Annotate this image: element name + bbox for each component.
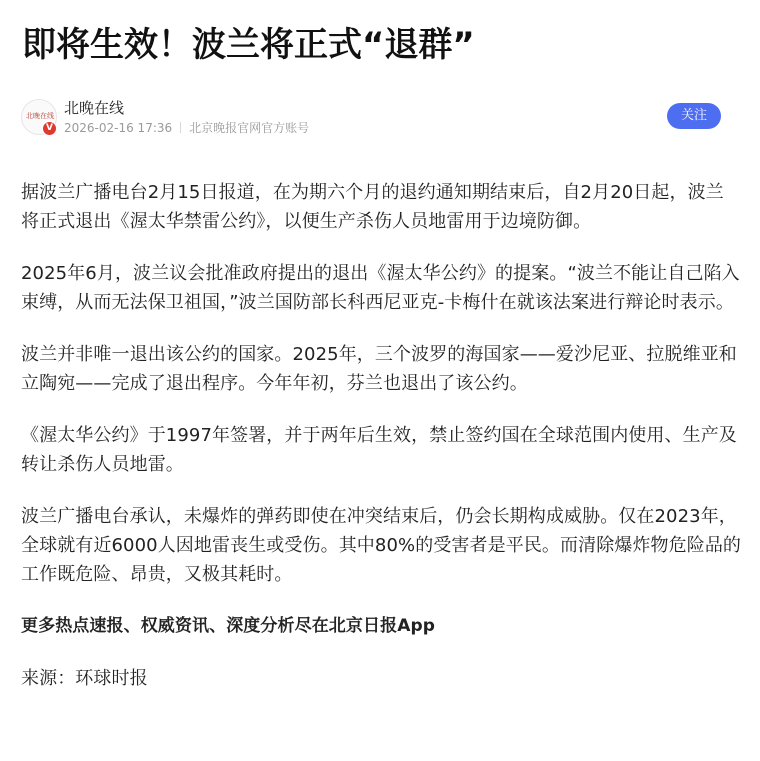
publish-date: 2026-02-16 17:36 <box>64 121 173 135</box>
article-paragraph: 据波兰广播电台2月15日报道，在为期六个月的退约通知期结束后，自2月20日起，波兰将正式退出《渥太华禁雷公约》，以便生产杀伤人员地雷用于边境防御。 <box>21 182 724 232</box>
article-meta <box>64 120 309 136</box>
verified-badge-icon: V <box>42 121 57 136</box>
article-title: 即将生效！波兰将正式“退群” <box>22 25 475 65</box>
avatar-logo: 北晚在线 <box>26 112 54 120</box>
article-paragraph: 《渥太华公约》于1997年签署，并于两年后生效，禁止签约国在全球范围内使用、生产及转让杀伤人员地雷。 <box>21 425 737 475</box>
author-avatar[interactable] <box>21 99 57 135</box>
follow-button[interactable]: 关注 <box>667 103 721 129</box>
article-paragraph: 波兰广播电台承认，未爆炸的弹药即使在冲突结束后，仍会长期构成威胁。仅在2023年，全球就有近6000人因地雷丧生或受伤。其中80%的受害者是平民。而清除爆炸物危险品的工作既危险、昂贵，又极其耗时。 <box>21 506 742 585</box>
source-line: 来源：环球时报 <box>21 668 148 689</box>
meta-divider <box>180 122 181 133</box>
article-paragraph: 2025年6月，波兰议会批准政府提出的退出《渥太华公约》的提案。“波兰不能让自己陷入束缚，从而无法保卫祖国，”波兰国防部长科西尼亚克-卡梅什在就该法案进行辩论时表示。 <box>21 263 740 313</box>
promo-line: 更多热点速报、权威资讯、深度分析尽在北京日报App <box>21 616 435 636</box>
account-description: 北京晚报官网官方账号 <box>189 121 310 135</box>
article-paragraph: 波兰并非唯一退出该公约的国家。2025年，三个波罗的海国家——爱沙尼亚、拉脱维亚和立陶宛——完成了退出程序。今年年初，芬兰也退出了该公约。 <box>21 344 737 394</box>
article-body <box>21 178 741 716</box>
author-name[interactable]: 北晚在线 <box>64 99 125 117</box>
